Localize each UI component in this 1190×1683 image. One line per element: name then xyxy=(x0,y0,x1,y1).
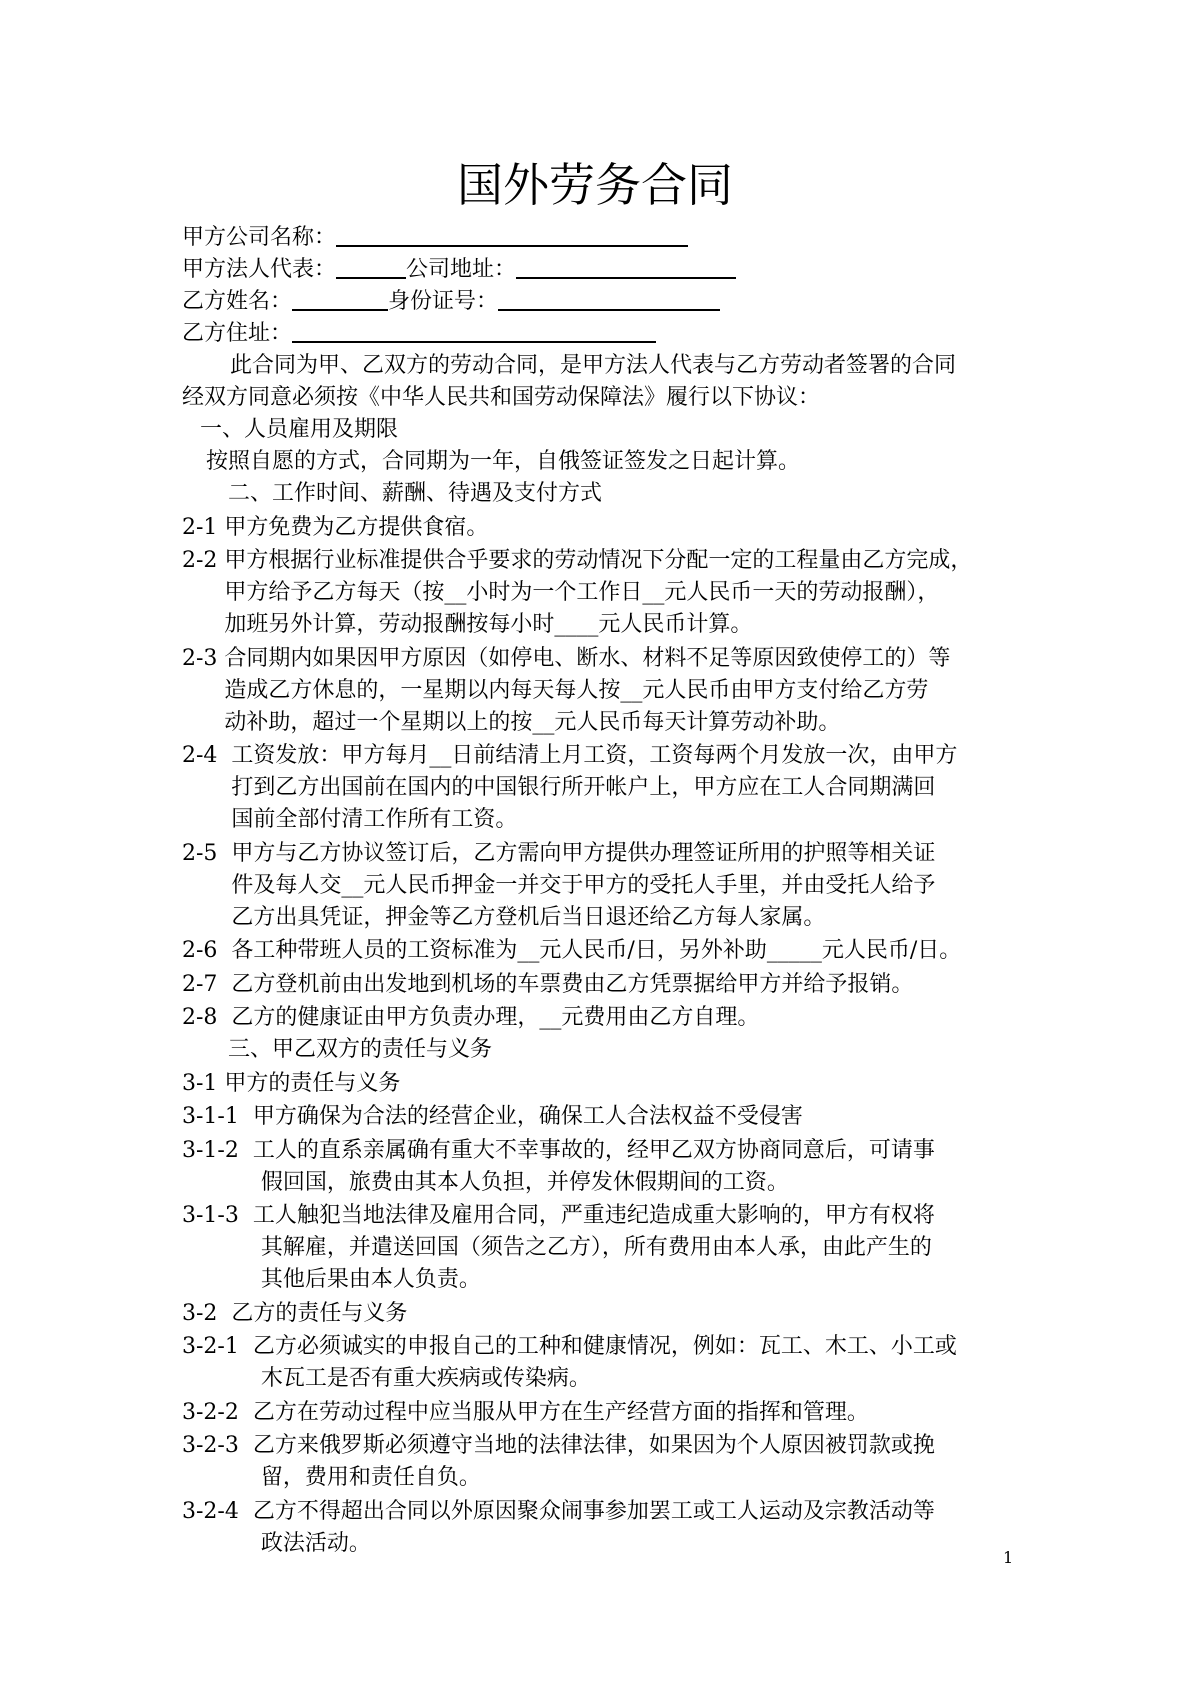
clause-number: 3-2-3 xyxy=(182,1433,253,1458)
party-b-name-row xyxy=(182,286,1062,318)
section-1-text: 按照自愿的方式，合同期为一年，自俄签证签发之日起计算。 xyxy=(206,449,801,474)
clause-line: 乙方的健康证由甲方负责办理，__元费用由乙方自理。 xyxy=(231,1005,760,1030)
clause-item xyxy=(182,545,1062,641)
clause-line: 乙方来俄罗斯必须遵守当地的法律法律，如果因为个人原因被罚款或挽 xyxy=(252,1433,935,1458)
clause-line: 乙方登机前由出发地到机场的车票费由乙方凭票据给甲方并给予报销。 xyxy=(231,971,914,997)
party-b-addr-label: 乙方住址： xyxy=(182,321,293,346)
clause-number: 2-4 xyxy=(182,743,232,768)
clause-number: 3-1-1 xyxy=(182,1104,253,1129)
clause-item xyxy=(182,1101,1062,1133)
party-a-rep-label: 甲方法人代表： xyxy=(182,257,337,282)
clause-item xyxy=(182,1496,1062,1560)
clause-line: 留，费用和责任自负。 xyxy=(260,1465,481,1490)
clause-item xyxy=(182,740,1062,836)
clause-number: 3-1-2 xyxy=(182,1137,253,1163)
clause-item xyxy=(182,1430,1062,1494)
clause-text xyxy=(253,1135,1062,1199)
clause-number: 3-1-3 xyxy=(182,1203,253,1228)
clause-number: 2-3 xyxy=(182,645,225,671)
contract-body xyxy=(182,222,1062,1560)
clause-number: 2-7 xyxy=(182,971,232,997)
clause-item xyxy=(182,969,1062,1001)
clause-line: 加班另外计算，劳动报酬按每小时____元人民币计算。 xyxy=(224,612,753,637)
clause-text xyxy=(253,1430,1062,1494)
party-b-id-blank[interactable] xyxy=(498,287,720,311)
clause-number: 3-2-1 xyxy=(182,1334,253,1359)
clause-text xyxy=(224,512,1062,544)
section-2-items xyxy=(182,512,1062,1035)
clause-line: 打到乙方出国前在国内的中国银行所开帐户上，甲方应在工人合同期满回 xyxy=(231,775,936,800)
clause-item xyxy=(182,1298,1062,1330)
clause-number: 2-8 xyxy=(182,1005,232,1030)
clause-item xyxy=(182,1397,1062,1429)
clause-item xyxy=(182,1200,1062,1296)
clause-line: 假回国，旅费由其本人负担，并停发休假期间的工资。 xyxy=(260,1169,789,1195)
clause-number: 3-2-4 xyxy=(182,1498,253,1524)
clause-line: 甲方给予乙方每天（按__小时为一个工作日__元人民币一天的劳动报酬）， xyxy=(224,580,940,605)
clause-line: 造成乙方休息的，一星期以内每天每人按__元人民币由甲方支付给乙方劳 xyxy=(224,677,929,703)
clause-text xyxy=(231,1298,1062,1330)
party-a-addr-blank[interactable] xyxy=(516,255,736,279)
clause-line: 甲方免费为乙方提供食宿。 xyxy=(224,514,489,540)
clause-text xyxy=(231,740,1062,836)
clause-text xyxy=(224,545,1062,641)
clause-text xyxy=(253,1331,1062,1395)
clause-line: 政法活动。 xyxy=(260,1530,371,1556)
clause-text xyxy=(231,935,1062,967)
clause-text xyxy=(253,1496,1062,1560)
clause-item xyxy=(182,512,1062,544)
clause-item xyxy=(182,1068,1062,1100)
clause-text xyxy=(253,1200,1062,1296)
party-a-name-row xyxy=(182,222,1062,254)
party-a-rep-blank[interactable] xyxy=(336,255,406,279)
party-a-rep-row xyxy=(182,254,1062,286)
clause-text xyxy=(224,643,1062,739)
intro-line-2: 经双方同意必须按《中华人民共和国劳动保障法》履行以下协议： xyxy=(182,385,821,410)
page-title: 国外劳务合同 xyxy=(457,158,733,212)
clause-line: 甲方确保为合法的经营企业，确保工人合法权益不受侵害 xyxy=(252,1104,803,1129)
party-b-id-label: 身份证号： xyxy=(388,289,499,314)
clause-item xyxy=(182,838,1062,934)
clause-line: 其他后果由本人负责。 xyxy=(260,1267,481,1292)
clause-item xyxy=(182,1135,1062,1199)
clause-number: 2-6 xyxy=(182,938,232,963)
clause-line: 合同期内如果因甲方原因（如停电、断水、材料不足等原因致使停工的）等 xyxy=(224,645,951,671)
clause-line: 乙方必须诚实的申报自己的工种和健康情况，例如：瓦工、木工、小工或 xyxy=(252,1334,957,1359)
clause-line: 各工种带班人员的工资标准为__元人民币/日，另外补助_____元人民币/日。 xyxy=(231,938,962,963)
section-2-title: 二、工作时间、薪酬、待遇及支付方式 xyxy=(228,481,603,506)
clause-line: 国前全部付清工作所有工资。 xyxy=(231,807,518,832)
clause-text xyxy=(231,969,1062,1001)
party-a-name-label: 甲方公司名称： xyxy=(182,225,337,250)
section-1-title: 一、人员雇用及期限 xyxy=(200,417,399,442)
clause-line: 乙方不得超出合同以外原因聚众闹事参加罢工或工人运动及宗教活动等 xyxy=(252,1498,935,1524)
clause-line: 乙方的责任与义务 xyxy=(231,1300,408,1326)
clause-number: 2-1 xyxy=(182,514,225,540)
clause-line: 乙方出具凭证，押金等乙方登机后当日退还给乙方每人家属。 xyxy=(231,904,826,930)
clause-line: 工资发放：甲方每月__日前结清上月工资，工资每两个月发放一次，由甲方 xyxy=(231,743,958,768)
clause-line: 动补助，超过一个星期以上的按__元人民币每天计算劳动补助。 xyxy=(224,709,841,735)
clause-text xyxy=(231,1002,1062,1034)
party-b-name-label: 乙方姓名： xyxy=(182,289,293,314)
clause-text xyxy=(231,838,1062,934)
clause-number: 3-1 xyxy=(182,1070,225,1096)
party-b-addr-row xyxy=(182,318,1062,350)
clause-line: 木瓦工是否有重大疾病或传染病。 xyxy=(260,1366,591,1391)
clause-line: 工人触犯当地法律及雇用合同，严重违纪造成重大影响的，甲方有权将 xyxy=(252,1203,935,1228)
intro-line-1: 此合同为甲、乙双方的劳动合同，是甲方法人代表与乙方劳动者签署的合同 xyxy=(230,353,957,378)
party-b-addr-blank[interactable] xyxy=(292,319,656,343)
party-b-name-blank[interactable] xyxy=(292,287,388,311)
clause-number: 3-2-2 xyxy=(182,1399,253,1425)
clause-number: 2-5 xyxy=(182,840,232,866)
clause-line: 其解雇，并遣送回国（须告之乙方），所有费用由本人承，由此产生的 xyxy=(260,1235,932,1260)
clause-line: 乙方在劳动过程中应当服从甲方在生产经营方面的指挥和管理。 xyxy=(252,1399,869,1425)
clause-line: 甲方的责任与义务 xyxy=(224,1070,401,1096)
clause-text xyxy=(253,1101,1062,1133)
clause-line: 件及每人交__元人民币押金一并交于甲方的受托人手里，并由受托人给予 xyxy=(231,872,936,898)
section-3-title: 三、甲乙双方的责任与义务 xyxy=(228,1037,493,1062)
clause-line: 工人的直系亲属确有重大不幸事故的，经甲乙双方协商同意后，可请事 xyxy=(252,1137,935,1163)
clause-item xyxy=(182,643,1062,739)
clause-item xyxy=(182,935,1062,967)
clause-item xyxy=(182,1002,1062,1034)
page-number: 1 xyxy=(1003,1548,1014,1567)
clause-line: 甲方根据行业标准提供合乎要求的劳动情况下分配一定的工程量由乙方完成， xyxy=(224,548,973,573)
clause-text xyxy=(224,1068,1062,1100)
party-a-addr-label: 公司地址： xyxy=(406,257,517,282)
clause-line: 甲方与乙方协议签订后，乙方需向甲方提供办理签证所用的护照等相关证 xyxy=(231,840,936,866)
party-a-name-blank[interactable] xyxy=(336,223,688,247)
clause-number: 3-2 xyxy=(182,1300,232,1326)
clause-number: 2-2 xyxy=(182,548,225,573)
clause-text xyxy=(253,1397,1062,1429)
clause-item xyxy=(182,1331,1062,1395)
section-3-items xyxy=(182,1068,1062,1560)
